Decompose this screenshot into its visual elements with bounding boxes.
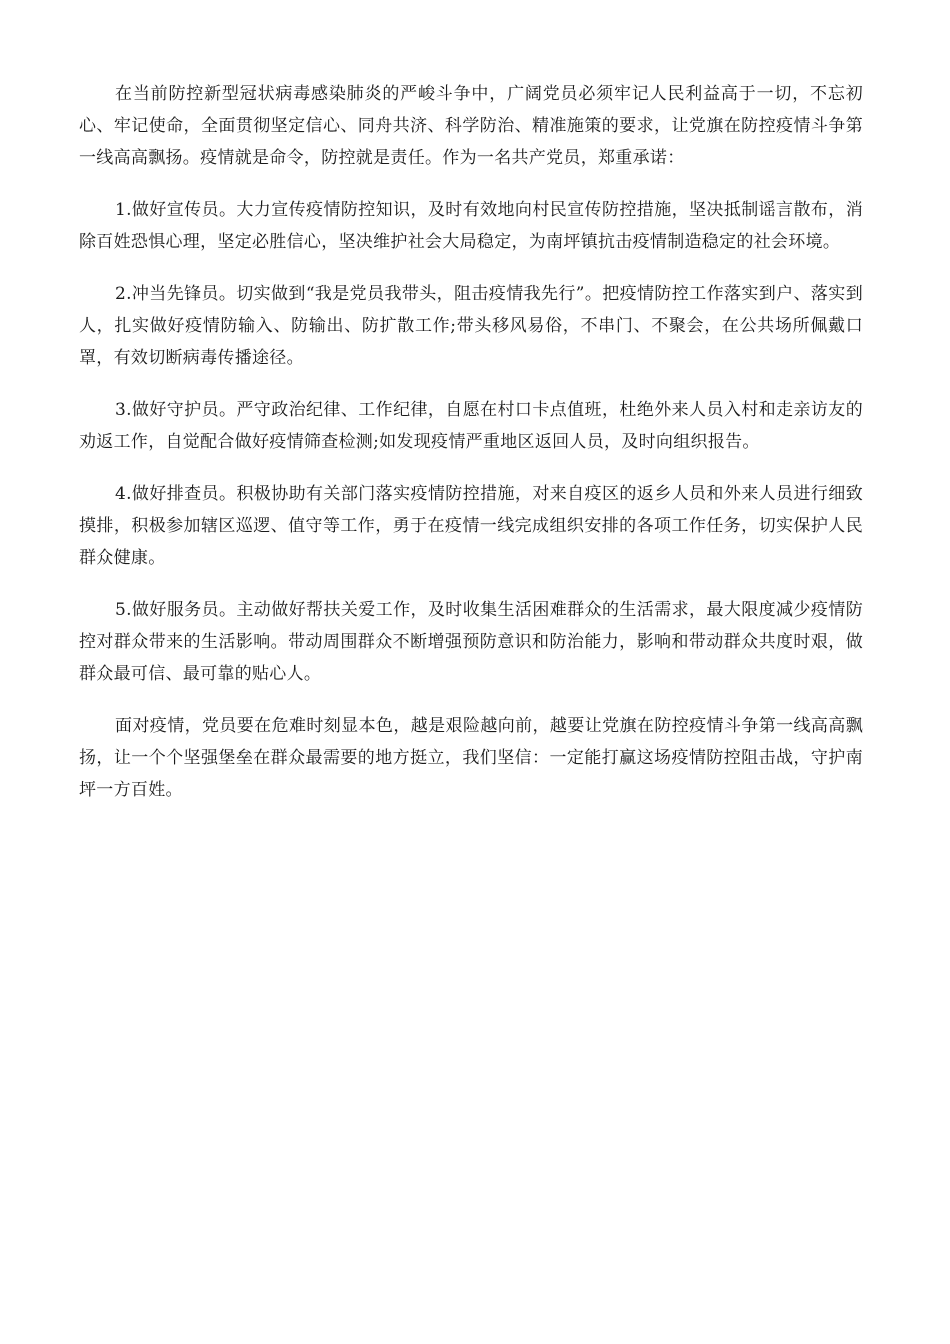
- pledge-item-5: 5.做好服务员。主动做好帮扶关爱工作，及时收集生活困难群众的生活需求，最大限度减少疫情防控对群众带来的生活影响。带动周围群众不断增强预防意识和防治能力，影响和带动群众共度时艰，做群众最可信、最可靠的贴心人。: [79, 600, 863, 684]
- pledge-item-2: 2.冲当先锋员。切实做到“我是党员我带头，阻击疫情我先行”。把疫情防控工作落实到户、落实到人，扎实做好疫情防输入、防输出、防扩散工作;带头移风易俗，不串门、不聚会，在公共场所佩戴口罩，有效切断病毒传播途径。: [79, 284, 863, 368]
- pledge-item-1: 1.做好宣传员。大力宣传疫情防控知识，及时有效地向村民宣传防控措施，坚决抵制谣言散布，消除百姓恐惧心理，坚定必胜信心，坚决维护社会大局稳定，为南坪镇抗击疫情制造稳定的社会环境。: [79, 200, 863, 252]
- pledge-item-4: 4.做好排查员。积极协助有关部门落实疫情防控措施，对来自疫区的返乡人员和外来人员进行细致摸排，积极参加辖区巡逻、值守等工作，勇于在疫情一线完成组织安排的各项工作任务，切实保护人民群众健康。: [79, 484, 863, 568]
- document-body: [79, 78, 863, 826]
- closing-paragraph: 面对疫情，党员要在危难时刻显本色，越是艰险越向前，越要让党旗在防控疫情斗争第一线高高飘扬，让一个个坚强堡垒在群众最需要的地方挺立，我们坚信：一定能打赢这场疫情防控阻击战，守护南坪一方百姓。: [79, 716, 863, 800]
- intro-paragraph: 在当前防控新型冠状病毒感染肺炎的严峻斗争中，广阔党员必须牢记人民利益高于一切，不忘初心、牢记使命，全面贯彻坚定信心、同舟共济、科学防治、精准施策的要求，让党旗在防控疫情斗争第一线高高飘扬。疫情就是命令，防控就是责任。作为一名共产党员，郑重承诺：: [79, 84, 863, 168]
- pledge-item-3: 3.做好守护员。严守政治纪律、工作纪律，自愿在村口卡点值班，杜绝外来人员入村和走亲访友的劝返工作，自觉配合做好疫情筛查检测;如发现疫情严重地区返回人员，及时向组织报告。: [79, 400, 863, 452]
